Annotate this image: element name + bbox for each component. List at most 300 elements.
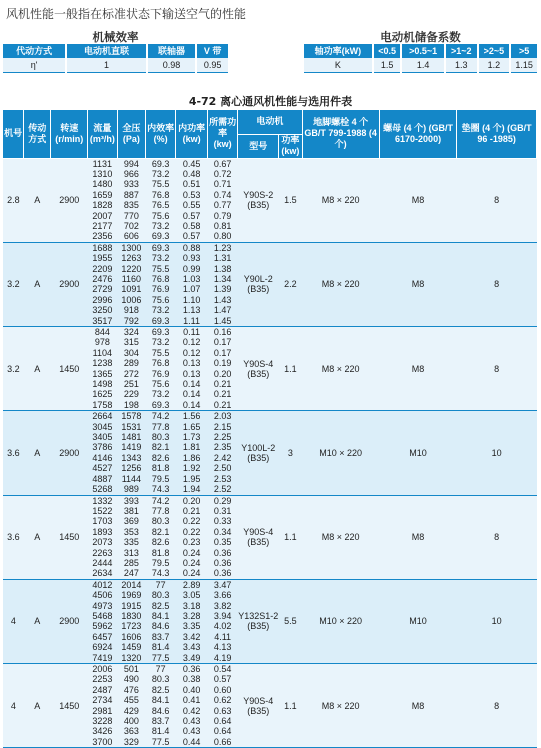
inner-power-value: 0.48 [182, 168, 201, 179]
flow-value: 1365 [92, 368, 113, 379]
flow-value: 6457 [92, 631, 113, 642]
flow-value: 2664 [92, 411, 113, 422]
pressure-value: 1256 [121, 463, 142, 474]
efficiency-value: 81.4 [151, 642, 170, 653]
washer-spec: 8 [457, 664, 537, 748]
efficiency-value: 76.5 [151, 200, 170, 211]
pressure-value: 251 [123, 379, 139, 390]
required-power-value: 0.33 [213, 516, 232, 527]
inner-power-value: 0.38 [182, 674, 201, 685]
table-row [3, 327, 537, 411]
efficiency-value-cell: η' [3, 58, 66, 73]
table-title: 4-72 离心通风机性能与选用件表 [188, 95, 353, 108]
flow-value: 844 [94, 327, 110, 337]
pressure-list [117, 495, 146, 579]
reserve-value-cell: 1.5 [373, 58, 402, 73]
efficiency-value: 76.8 [151, 358, 170, 369]
flow-value: 1131 [92, 158, 113, 169]
efficiency-table [3, 44, 228, 73]
required-power-value: 0.17 [213, 347, 232, 358]
pressure-value: 1481 [121, 432, 142, 443]
efficiency-value: 82.1 [151, 442, 170, 453]
efficiency-value: 74.3 [151, 568, 170, 579]
motor-model: Y90S-4 (B35) [238, 495, 279, 579]
reserve-coefficient-table [304, 44, 537, 73]
efficiency-header-cell: 电动机直联 [66, 44, 146, 58]
required-power-list [208, 158, 238, 242]
pressure-value: 887 [123, 189, 139, 200]
required-power-value: 0.17 [213, 337, 232, 348]
efficiency-value: 82.1 [151, 526, 170, 537]
motor-model: Y100L-2 (B35) [238, 411, 279, 495]
flow-value: 1104 [92, 347, 113, 358]
required-power-list [208, 411, 238, 495]
required-power-value: 0.35 [213, 537, 232, 548]
motor-power: 1.5 [279, 158, 302, 242]
efficiency-value: 73.2 [151, 253, 170, 264]
efficiency-value: 75.6 [151, 210, 170, 221]
flow-value: 978 [94, 337, 110, 348]
inner-power-list [176, 664, 208, 748]
drive-type: A [24, 327, 51, 411]
inner-power-value: 0.24 [182, 547, 201, 558]
flow-value: 2444 [92, 557, 113, 568]
fan-performance-table [3, 110, 537, 748]
required-power-list [208, 664, 238, 748]
motor-power: 2.2 [279, 242, 302, 326]
flow-value: 4506 [92, 590, 113, 601]
inner-power-value: 0.99 [182, 263, 201, 274]
pressure-value: 1578 [121, 411, 142, 422]
inner-power-value: 0.20 [182, 495, 201, 506]
inner-power-value: 0.43 [182, 716, 201, 727]
required-power-value: 0.74 [213, 189, 232, 200]
anchor-bolt: M10 × 220 [302, 579, 379, 663]
required-power-value: 2.42 [213, 452, 232, 463]
pressure-value: 933 [123, 179, 139, 190]
inner-power-value: 1.56 [182, 411, 201, 422]
pressure-value: 918 [123, 305, 139, 316]
inner-power-value: 0.42 [182, 705, 201, 716]
efficiency-value: 82.5 [151, 600, 170, 611]
required-power-value: 4.02 [213, 621, 232, 632]
reserve-title: 电动机储备系数 [380, 30, 461, 44]
pressure-value: 1915 [121, 600, 142, 611]
pressure-value: 313 [123, 547, 139, 558]
col-motor-model: 型号 [238, 134, 279, 158]
pressure-value: 476 [123, 684, 139, 695]
pressure-value: 966 [123, 168, 139, 179]
efficiency-value: 74.2 [151, 495, 170, 506]
flow-list [88, 242, 117, 326]
pressure-value: 1419 [121, 442, 142, 453]
flow-value: 2263 [92, 547, 113, 558]
flow-value: 1332 [92, 495, 113, 506]
efficiency-value: 82.5 [151, 684, 170, 695]
inner-power-value: 0.58 [182, 220, 201, 231]
efficiency-value: 69.3 [151, 327, 170, 337]
flow-value: 2734 [92, 695, 113, 706]
required-power-value: 1.34 [213, 273, 232, 284]
flow-value: 3426 [92, 726, 113, 737]
machine-number: 3.6 [3, 411, 24, 495]
inner-power-value: 0.43 [182, 726, 201, 737]
inner-power-value: 0.14 [182, 399, 201, 410]
pressure-value: 285 [123, 557, 139, 568]
efficiency-list [146, 495, 176, 579]
pressure-value: 490 [123, 674, 139, 685]
inner-power-value: 0.53 [182, 189, 201, 200]
col-efficiency: 内效率 (%) [146, 110, 176, 158]
required-power-value: 0.29 [213, 495, 232, 506]
required-power-value: 2.15 [213, 421, 232, 432]
machine-number: 3.6 [3, 495, 24, 579]
speed-value: 2900 [51, 242, 88, 326]
flow-value: 2253 [92, 674, 113, 685]
flow-value: 3228 [92, 716, 113, 727]
efficiency-value: 84.6 [151, 621, 170, 632]
reserve-value-cell: 1.3 [445, 58, 478, 73]
flow-value: 4012 [92, 579, 113, 590]
efficiency-list [146, 327, 176, 411]
speed-value: 2900 [51, 411, 88, 495]
pressure-value: 2014 [121, 579, 142, 590]
inner-power-value: 3.35 [182, 621, 201, 632]
required-power-value: 1.39 [213, 284, 232, 295]
pressure-value: 324 [123, 327, 139, 337]
required-power-value: 0.36 [213, 568, 232, 579]
pressure-list [117, 158, 146, 242]
performance-note: 风机性能一般指在标准状态下输送空气的性能 [6, 7, 247, 21]
flow-value: 1703 [92, 516, 113, 527]
reserve-header-cell: 轴功率(kW) [304, 44, 373, 58]
col-machine: 机号 [3, 110, 24, 158]
required-power-value: 0.31 [213, 505, 232, 516]
required-power-value: 0.21 [213, 389, 232, 400]
inner-power-value: 0.41 [182, 695, 201, 706]
efficiency-header-cell: 联轴器 [147, 44, 197, 58]
inner-power-value: 3.28 [182, 610, 201, 621]
inner-power-value: 1.03 [182, 273, 201, 284]
efficiency-value-cell: 1 [66, 58, 146, 73]
inner-power-value: 0.93 [182, 253, 201, 264]
efficiency-value: 75.6 [151, 379, 170, 390]
required-power-value: 0.19 [213, 358, 232, 369]
pressure-value: 1343 [121, 452, 142, 463]
flow-value: 1828 [92, 200, 113, 211]
motor-power: 5.5 [279, 579, 302, 663]
pressure-value: 702 [123, 220, 139, 231]
efficiency-value: 82.6 [151, 452, 170, 463]
flow-value: 1238 [92, 358, 113, 369]
flow-value: 2007 [92, 210, 113, 221]
table-row [3, 242, 537, 326]
efficiency-value: 74.2 [151, 411, 170, 422]
flow-value: 2476 [92, 273, 113, 284]
required-power-list [208, 579, 238, 663]
efficiency-value: 83.7 [151, 716, 170, 727]
required-power-value: 0.54 [213, 664, 232, 674]
pressure-value: 369 [123, 516, 139, 527]
pressure-list [117, 242, 146, 326]
inner-power-value: 3.49 [182, 652, 201, 663]
pressure-value: 429 [123, 705, 139, 716]
efficiency-value: 69.3 [151, 231, 170, 242]
pressure-value: 400 [123, 716, 139, 727]
inner-power-list [176, 327, 208, 411]
required-power-value: 2.50 [213, 463, 232, 474]
pressure-value: 1320 [121, 652, 142, 663]
efficiency-value: 77.5 [151, 736, 170, 747]
efficiency-list [146, 242, 176, 326]
col-motor: 电动机 [238, 110, 302, 134]
flow-value: 2177 [92, 220, 113, 231]
nut-spec: M8 [379, 158, 457, 242]
flow-value: 2729 [92, 284, 113, 295]
efficiency-value: 75.5 [151, 347, 170, 358]
pressure-value: 1459 [121, 642, 142, 653]
pressure-value: 1144 [121, 473, 142, 484]
pressure-value: 1006 [121, 294, 142, 305]
col-inner-power: 内功率 (kw) [176, 110, 208, 158]
inner-power-value: 3.18 [182, 600, 201, 611]
efficiency-list [146, 158, 176, 242]
efficiency-value: 69.3 [151, 399, 170, 410]
machine-number: 4 [3, 664, 24, 748]
required-power-value: 2.53 [213, 473, 232, 484]
drive-type: A [24, 158, 51, 242]
pressure-value: 1969 [121, 590, 142, 601]
flow-value: 3517 [92, 315, 113, 326]
efficiency-value: 73.2 [151, 168, 170, 179]
anchor-bolt: M8 × 220 [302, 327, 379, 411]
required-power-value: 2.35 [213, 442, 232, 453]
table-row [3, 495, 537, 579]
efficiency-value: 77.8 [151, 505, 170, 516]
inner-power-value: 0.55 [182, 200, 201, 211]
efficiency-value: 79.5 [151, 473, 170, 484]
flow-value: 3786 [92, 442, 113, 453]
efficiency-value: 73.2 [151, 337, 170, 348]
inner-power-value: 0.57 [182, 231, 201, 242]
efficiency-value: 83.7 [151, 631, 170, 642]
required-power-value: 0.62 [213, 695, 232, 706]
required-power-value: 1.38 [213, 263, 232, 274]
inner-power-list [176, 495, 208, 579]
inner-power-value: 0.45 [182, 158, 201, 169]
table-row [3, 411, 537, 495]
inner-power-value: 0.21 [182, 505, 201, 516]
efficiency-value: 75.6 [151, 294, 170, 305]
required-power-value: 0.34 [213, 526, 232, 537]
flow-list [88, 411, 117, 495]
inner-power-list [176, 579, 208, 663]
reserve-header-cell: >0.5~1 [401, 44, 444, 58]
motor-power: 1.1 [279, 327, 302, 411]
pressure-value: 315 [123, 337, 139, 348]
required-power-value: 0.20 [213, 368, 232, 379]
reserve-header-cell: >2~5 [478, 44, 511, 58]
efficiency-value: 73.2 [151, 389, 170, 400]
col-washer: 垫圈 (4 个) (GB/T 96 -1985) [457, 110, 537, 158]
efficiency-value: 77 [155, 664, 166, 674]
required-power-value: 0.36 [213, 547, 232, 558]
required-power-list [208, 495, 238, 579]
efficiency-list [146, 664, 176, 748]
efficiency-value: 84.1 [151, 695, 170, 706]
efficiency-value: 77 [155, 579, 166, 590]
required-power-value: 0.77 [213, 200, 232, 211]
motor-model: Y90S-4 (B35) [238, 664, 279, 748]
required-power-value: 1.43 [213, 294, 232, 305]
efficiency-value: 81.8 [151, 463, 170, 474]
efficiency-value: 82.6 [151, 537, 170, 548]
inner-power-value: 1.73 [182, 432, 201, 443]
efficiency-list [146, 411, 176, 495]
flow-value: 1310 [92, 168, 113, 179]
pressure-value: 381 [123, 505, 139, 516]
pressure-value: 272 [123, 368, 139, 379]
required-power-value: 3.66 [213, 590, 232, 601]
col-required-power: 所需功率 (kw) [208, 110, 238, 158]
required-power-value: 1.47 [213, 305, 232, 316]
anchor-bolt: M10 × 220 [302, 411, 379, 495]
pressure-value: 501 [123, 664, 139, 674]
reserve-value-cell: 1.2 [478, 58, 511, 73]
pressure-value: 393 [123, 495, 139, 506]
inner-power-list [176, 158, 208, 242]
efficiency-value: 84.6 [151, 705, 170, 716]
inner-power-value: 0.36 [182, 664, 201, 674]
efficiency-value: 75.5 [151, 263, 170, 274]
required-power-value: 0.16 [213, 327, 232, 337]
efficiency-value: 80.3 [151, 432, 170, 443]
inner-power-list [176, 242, 208, 326]
efficiency-value: 75.5 [151, 179, 170, 190]
inner-power-value: 0.12 [182, 347, 201, 358]
flow-value: 3700 [92, 736, 113, 747]
nut-spec: M8 [379, 242, 457, 326]
efficiency-title: 机械效率 [92, 30, 139, 44]
inner-power-value: 0.88 [182, 242, 201, 253]
required-power-value: 1.23 [213, 242, 232, 253]
flow-value: 1955 [92, 253, 113, 264]
pressure-value: 1220 [121, 263, 142, 274]
flow-value: 2981 [92, 705, 113, 716]
motor-power: 1.1 [279, 495, 302, 579]
inner-power-list [176, 411, 208, 495]
efficiency-value: 69.3 [151, 158, 170, 169]
flow-value: 5468 [92, 610, 113, 621]
pressure-list [117, 664, 146, 748]
speed-value: 2900 [51, 158, 88, 242]
reserve-value-cell: K [304, 58, 373, 73]
flow-value: 2996 [92, 294, 113, 305]
efficiency-value: 80.3 [151, 516, 170, 527]
inner-power-value: 3.42 [182, 631, 201, 642]
anchor-bolt: M8 × 220 [302, 664, 379, 748]
table-row [3, 579, 537, 663]
required-power-value: 4.11 [214, 631, 232, 642]
col-anchor-bolt: 地脚螺栓 4 个 GB/T 799-1988 (4 个) [302, 110, 379, 158]
inner-power-value: 0.51 [182, 179, 201, 190]
inner-power-value: 0.14 [182, 379, 201, 390]
motor-model: Y90S-4 (B35) [238, 327, 279, 411]
inner-power-value: 0.24 [182, 557, 201, 568]
inner-power-value: 0.22 [182, 526, 201, 537]
efficiency-value: 79.5 [151, 557, 170, 568]
efficiency-value: 81.4 [151, 726, 170, 737]
pressure-value: 1531 [121, 421, 142, 432]
inner-power-value: 0.23 [182, 537, 201, 548]
efficiency-value: 77.5 [151, 652, 170, 663]
pressure-list [117, 327, 146, 411]
pressure-value: 1300 [121, 242, 142, 253]
required-power-value: 0.21 [213, 399, 232, 410]
inner-power-value: 0.24 [182, 568, 201, 579]
efficiency-value: 73.2 [151, 220, 170, 231]
required-power-value: 0.67 [213, 158, 232, 169]
required-power-value: 0.71 [213, 179, 232, 190]
efficiency-value: 77.8 [151, 421, 170, 432]
speed-value: 1450 [51, 495, 88, 579]
required-power-value: 0.21 [213, 379, 232, 390]
flow-value: 7419 [92, 652, 113, 663]
motor-model: Y90L-2 (B35) [238, 242, 279, 326]
drive-type: A [24, 411, 51, 495]
required-power-value: 3.82 [213, 600, 232, 611]
inner-power-value: 0.40 [182, 684, 201, 695]
pressure-list [117, 411, 146, 495]
required-power-value: 0.57 [213, 674, 232, 685]
washer-spec: 8 [457, 495, 537, 579]
pressure-value: 363 [123, 726, 139, 737]
washer-spec: 8 [457, 242, 537, 326]
flow-value: 6924 [92, 642, 113, 653]
flow-value: 4973 [92, 600, 113, 611]
pressure-value: 1723 [121, 621, 142, 632]
pressure-value: 198 [123, 399, 139, 410]
inner-power-value: 1.10 [182, 294, 201, 305]
drive-type: A [24, 495, 51, 579]
col-pressure: 全压 (Pa) [117, 110, 146, 158]
pressure-value: 606 [123, 231, 139, 242]
pressure-value: 229 [123, 389, 139, 400]
efficiency-value: 76.9 [151, 284, 170, 295]
washer-spec: 8 [457, 327, 537, 411]
nut-spec: M8 [379, 327, 457, 411]
flow-value: 5962 [92, 621, 113, 632]
drive-type: A [24, 242, 51, 326]
flow-value: 2073 [92, 537, 113, 548]
flow-value: 1659 [92, 189, 113, 200]
pressure-value: 353 [123, 526, 139, 537]
inner-power-value: 0.14 [182, 389, 201, 400]
flow-value: 4887 [92, 473, 113, 484]
inner-power-value: 0.44 [182, 736, 201, 747]
efficiency-value: 69.3 [151, 242, 170, 253]
reserve-header-cell: <0.5 [373, 44, 402, 58]
efficiency-value: 84.1 [151, 610, 170, 621]
flow-value: 3250 [92, 305, 113, 316]
pressure-value: 1606 [121, 631, 142, 642]
pressure-value: 335 [123, 537, 139, 548]
required-power-value: 0.72 [213, 168, 232, 179]
reserve-header-cell: >5 [510, 44, 537, 58]
flow-value: 1688 [92, 242, 113, 253]
flow-value: 2006 [92, 664, 113, 674]
flow-value: 2356 [92, 231, 113, 242]
